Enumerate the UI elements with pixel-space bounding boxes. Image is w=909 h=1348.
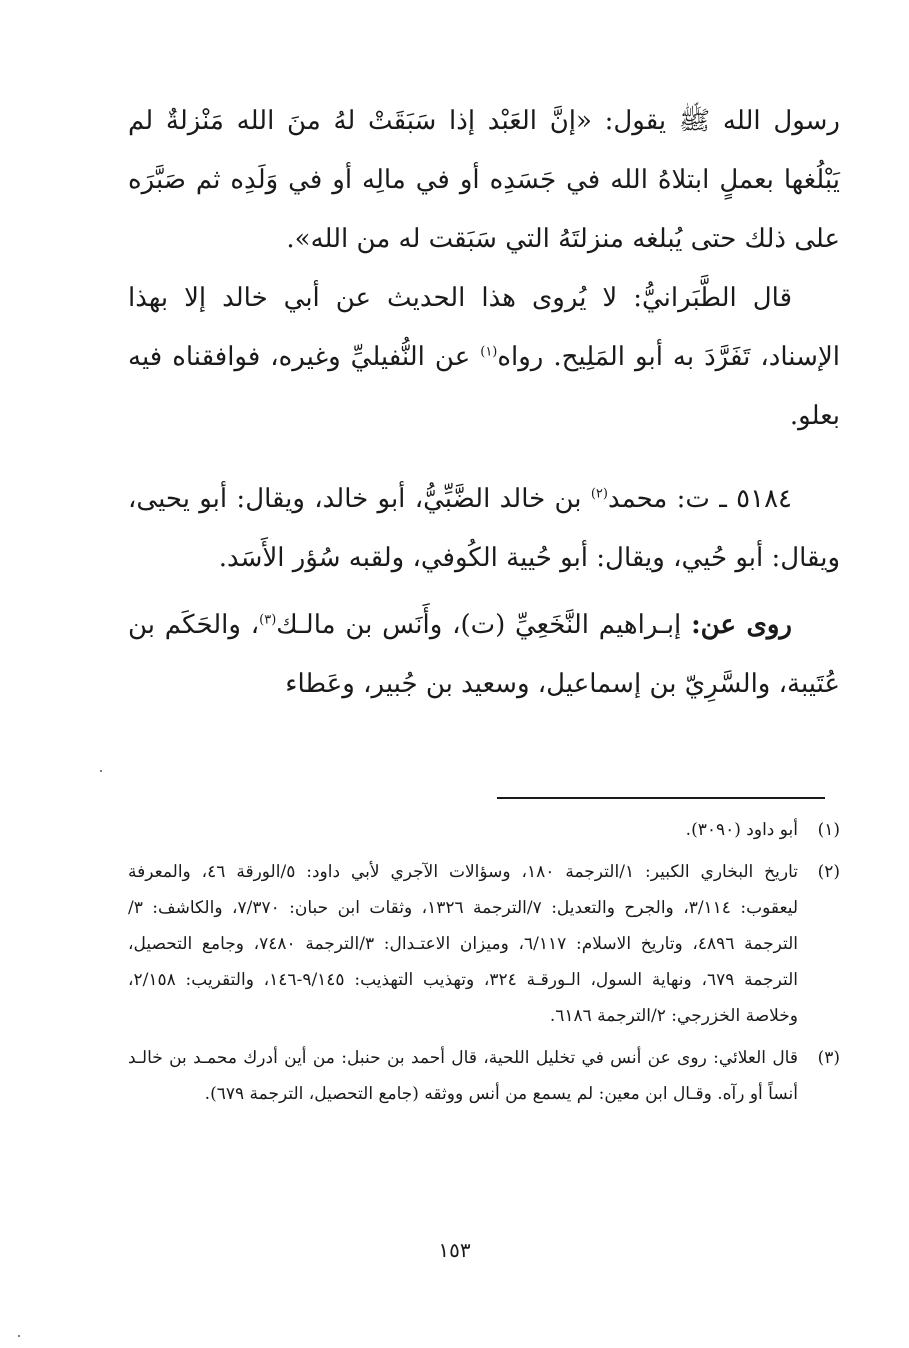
footnotes	[128, 812, 840, 1118]
narrated-from-paragraph	[128, 596, 840, 714]
narrated-text: إبـراهيم النَّخَعِيِّ (ت)، وأَنَس بن مالـك	[276, 610, 692, 640]
main-text-entry	[128, 470, 840, 714]
footnote-ref-2[interactable]: (٢)	[590, 486, 608, 502]
footnote-ref-3[interactable]: (٣)	[259, 612, 277, 628]
tabarani-text: قال الطَّبَرانيُّ: لا يُروى هذا الحديث عن أبي خالد إلا بهذا الإسناد، تَفَرَّدَ به أبو المَلِيح. رواه	[128, 283, 840, 372]
footnote-1	[128, 812, 840, 848]
footnote-number: (٣)	[817, 1048, 840, 1068]
narrated-text-cont: ، والحَكَم بن عُتَيبة، والسَّرِيّ بن إسماعيل، وسعيد بن جُبير، وعَطاء	[128, 610, 840, 699]
footnote-text: أبو داود (٣٠٩٠).	[685, 820, 798, 840]
main-text-top	[128, 92, 840, 446]
tabarani-paragraph	[128, 269, 840, 446]
footnote-3	[128, 1040, 840, 1112]
tabarani-text-cont: عن النُّفيليِّ وغيره، فوافقناه فيه بعلو.	[128, 342, 840, 431]
page-number: ١٥٣	[438, 1238, 471, 1262]
footnote-ref-1[interactable]: (١)	[480, 344, 498, 360]
entry-text: بن خالد الضَّبِّيُّ، أبو خالد، ويقال: أبو يحيى، ويقال: أبو حُيي، ويقال: أبو حُيية الكُوفي، ولقبه سُؤر الأَسَد.	[128, 484, 840, 573]
footnote-2	[128, 854, 840, 1034]
scan-speck	[100, 770, 102, 772]
hadith-paragraph: رسول الله ﷺ يقول: «إنَّ العَبْد إذا سَبَقَتْ لهُ منَ الله مَنْزلةٌ لم يَبْلُغها بعملٍ ابتلاهُ الله في جَسَدِه أو في مالِه أو في وَلَدِه ثم صَبَّرَه على ذلك حتى يُبلغه منزلتَهُ التي سَبَقت له من الله».	[128, 106, 840, 254]
narrated-label: روى عن:	[691, 610, 792, 640]
biography-entry	[128, 470, 840, 588]
footnote-number: (٢)	[817, 862, 840, 882]
entry-heading: ٥١٨٤ ـ ت: محمد	[607, 484, 792, 514]
scan-speck	[18, 1335, 20, 1337]
footnote-divider	[497, 797, 825, 799]
footnote-text: قال العلائي: روى عن أنس في تخليل اللحية، قال أحمد بن حنبل: من أين أدرك محمـد بن خالـد أنساً أو رآه. وقـال ابن معين: لم يسمع من أنس ووثقه (جامع التحصيل، الترجمة ٦٧٩).	[128, 1048, 798, 1104]
footnote-number: (١)	[817, 820, 840, 840]
footnote-text: تاريخ البخاري الكبير: ١/الترجمة ١٨٠، وسؤالات الآجري لأبي داود: ٥/الورقة ٤٦، والمعرفة ليعقوب: ٣/١١٤، والجرح والتعديل: ٧/الترجمة ١٣٢٦، وثقات ابن حبان: ٧/٣٧٠، والكاشف: ٣/الترجمة ٤٨٩٦، وتاريخ الاسلام: ٦/١١٧، وميزان الاعتـدال: ٣/الترجمة ٧٤٨٠، وجامع التحصيل، الترجمة ٦٧٩، ونهاية السول، الـورقـة ٣٢٤، وتهذيب التهذيب: ٩/١٤٥-١٤٦، والتقريب: ٢/١٥٨، وخلاصة الخزرجي: ٢/الترجمة ٦١٨٦.	[128, 862, 799, 1026]
